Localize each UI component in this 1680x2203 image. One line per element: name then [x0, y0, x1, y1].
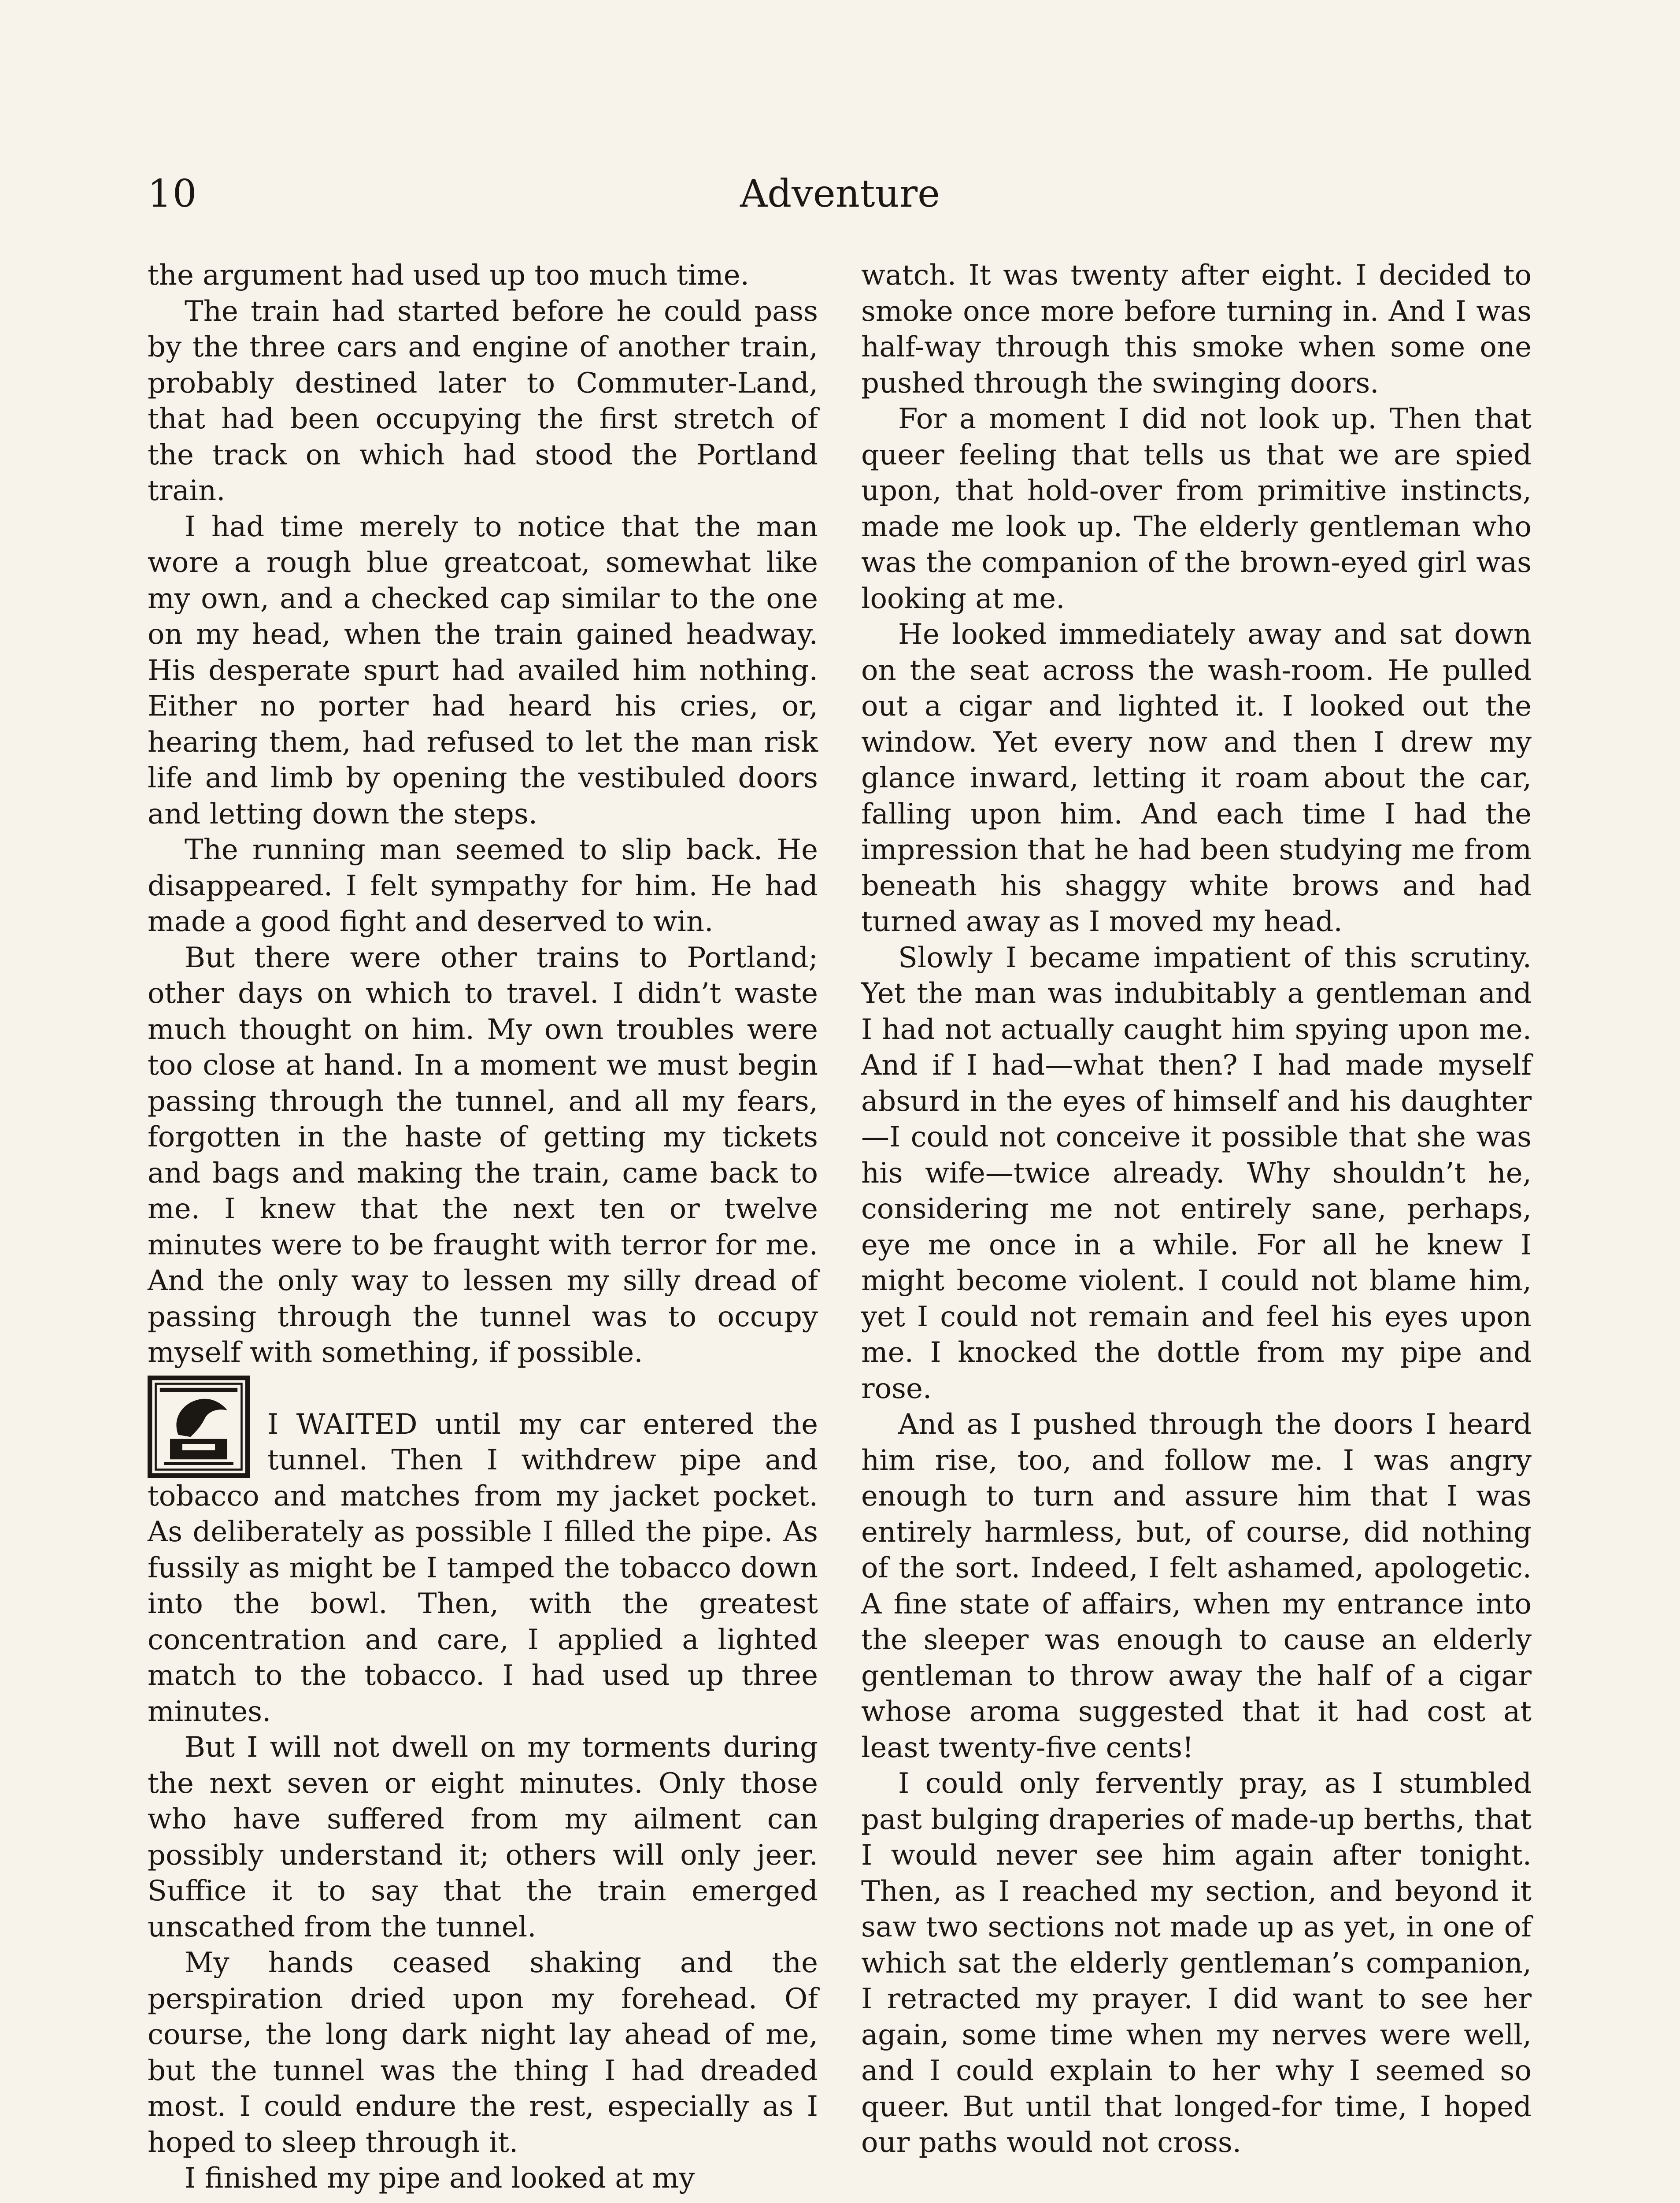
paragraph: He looked immediately away and sat down on the seat across the wash-room. He pulled out a cigar and lighted it. I looked out the window. Yet every now and then I drew my glance inward, letting it roam about the car, falling upon him. And each time I had the impression that he had been studying me from beneath his shaggy white brows and had turned away as I moved my head. — [861, 618, 1532, 938]
page-number: 10 — [148, 172, 198, 216]
paragraph: The running man seemed to slip back. He disappeared. I felt sympathy for him. He had made a good fight and deserved to win. — [148, 834, 818, 938]
paragraph: Slowly I became impatient of this scrutiny. Yet the man was indubitably a gentleman and I had not actually caught him spying upon me. And if I had—what then? I had made myself absurd in the eyes of himself and his daughter—I could not conceive it possible that she was his wife—twice already. Why shouldn’t he, considering me not entirely sane, perhaps, eye me once in a while. For all he knew I might become violent. I could not blame him, yet I could not remain and feel his eyes upon me. I knocked the dottle from my pipe and rose. — [861, 941, 1532, 1405]
paragraph: I had time merely to notice that the man wore a rough blue greatcoat, somewhat like my own, and a checked cap similar to the one on my head, when the train gained headway. His desperate spurt had availed him nothing. Either no porter had heard his cries, or, hearing them, had refused to let the man risk life and limb by opening the vestibuled doors and letting down the steps. — [148, 510, 818, 831]
paragraph: I finished my pipe and looked at my — [185, 2162, 695, 2195]
left-column — [148, 258, 818, 2197]
right-column — [861, 258, 1532, 2161]
paragraph: watch. It was twenty after eight. I decided to smoke once more before turning in. And I was half-way through this smoke when some one pushed through the swinging doors. — [861, 259, 1532, 400]
paragraph: But there were other trains to Portland; other days on which to travel. I didn’t waste much thought on him. My own troubles were too close at hand. In a moment we must begin passing through the tunnel, and all my fears, forgotten in the haste of getting my tickets and bags and making the train, came back to me. I knew that the next ten or twelve minutes were to be fraught with terror for me. And the only way to lessen my silly dread of passing through the tunnel was to occupy myself with something, if possible. — [148, 941, 818, 1369]
paragraph: The train had started before he could pass by the three cars and engine of another train, probably destined later to Commuter-Land, that had been occupying the first stretch of the track on which had stood the Portland train. — [148, 295, 818, 507]
paragraph: But I will not dwell on my torments during the next seven or eight minutes. Only those who have suffered from my ailment can possibly understand it; others will only jeer. Suffice it to say that the train emerged unscathed from the tunnel. — [148, 1731, 818, 1943]
running-title: Adventure — [740, 172, 940, 216]
paragraph: For a moment I did not look up. Then that queer feeling that tells us that we are spied upon, that hold-over from primitive instincts, made me look up. The elderly gentleman who was the companion of the brown-eyed girl was looking at me. — [861, 403, 1532, 615]
paragraph: I could only fervently pray, as I stumbled past bulging draperies of made-up berths, that I would never see him again after tonight. Then, as I reached my section, and beyond it saw two sections not made up as yet, in one of which sat the elderly gentleman’s companion, I retracted my prayer. I did want to see her again, some time when my nerves were well, and I could explain to her why I seemed so queer. But until that longed-for time, I hoped our paths would not cross. — [861, 1767, 1532, 2159]
pipe-drop-cap-icon — [148, 1376, 250, 1478]
paragraph: And as I pushed through the doors I heard him rise, too, and follow me. I was angry enough to turn and assure him that I was entirely harmless, but, of course, did nothing of the sort. Indeed, I felt ashamed, apologetic. A fine state of affairs, when my entrance into the sleeper was enough to cause an elderly gentleman to throw away the half of a cigar whose aroma suggested that it had cost at least twenty-five cents! — [861, 1408, 1532, 1764]
paragraph: My hands ceased shaking and the perspiration dried upon my forehead. Of course, the long dark night lay ahead of me, but the tunnel was the thing I had dreaded most. I could endure the rest, especially as I hoped to sleep through it. — [148, 1947, 818, 2159]
page-header — [148, 170, 1532, 223]
paragraph-drop-cap: I WAITED until my car entered the tunnel. Then I withdrew pipe and tobacco and matches from my jacket pocket. As deliberately as possible I filled the pipe. As fussily as might be I tamped the tobacco down into the bowl. Then, with the greatest concentration and care, I applied a lighted match to the tobacco. I had used up three minutes. — [148, 1408, 818, 1728]
paragraph: the argument had used up too much time. — [148, 259, 749, 292]
